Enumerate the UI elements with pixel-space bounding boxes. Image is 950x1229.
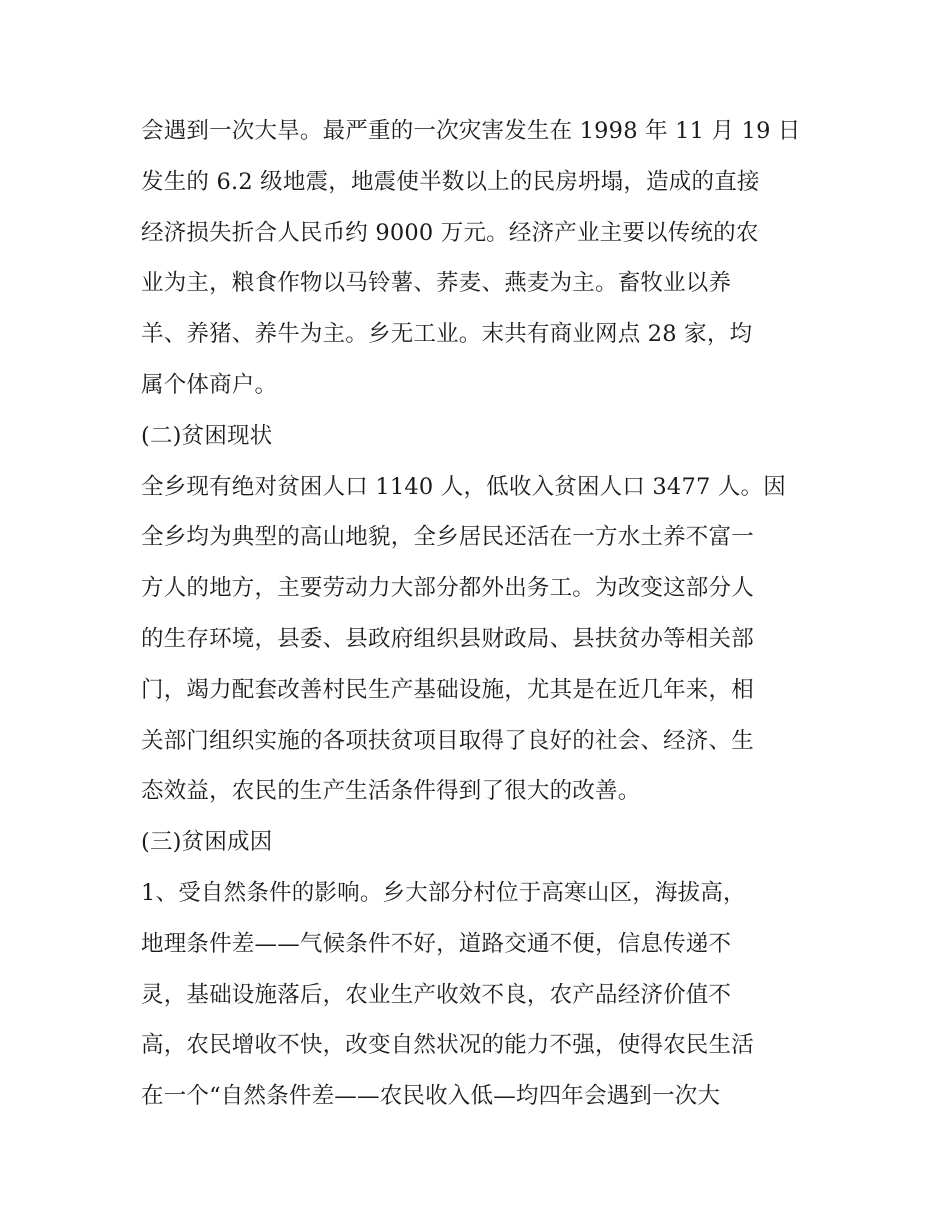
text-line: 会遇到一次大旱。最严重的一次灾害发生在 1998 年 11 月 19 日 bbox=[141, 118, 801, 144]
text-line: 关部门组织实施的各项扶贫项目取得了良好的社会、经济、生 bbox=[141, 727, 754, 754]
text-line: 业为主，粮食作物以马铃薯、荞麦、燕麦为主。畜牧业以养 bbox=[141, 270, 732, 297]
text-line: 灵，基础设施落后，农业生产收效不良，农产品经济价值不 bbox=[141, 981, 732, 1008]
text-line: 全乡均为典型的高山地貌，全乡居民还活在一方水土养不富一 bbox=[141, 524, 754, 551]
section-heading-poverty-status: (二)贫困现状 bbox=[141, 422, 273, 449]
text-line: 在一个“自然条件差——农民收入低—均四年会遇到一次大 bbox=[141, 1083, 721, 1110]
body-text bbox=[141, 106, 821, 1122]
text-line: 的生存环境，县委、县政府组织县财政局、县扶贫办等相关部 bbox=[141, 625, 754, 652]
section-heading-poverty-causes: (三)贫困成因 bbox=[141, 829, 273, 856]
text-line: 全乡现有绝对贫困人口 1140 人，低收入贫困人口 3477 人。因 bbox=[141, 473, 786, 500]
text-line: 属个体商户。 bbox=[141, 371, 278, 398]
text-line: 态效益，农民的生产生活条件得到了很大的改善。 bbox=[141, 778, 641, 805]
text-line: 发生的 6.2 级地震，地震使半数以上的民房坍塌，造成的直接 bbox=[141, 168, 760, 195]
text-line: 1、受自然条件的影响。乡大部分村位于高寒山区，海拔高， bbox=[141, 879, 746, 906]
text-line: 羊、养猪、养牛为主。乡无工业。末共有商业网点 28 家，均 bbox=[141, 321, 753, 348]
text-line: 经济损失折合人民币约 9000 万元。经济产业主要以传统的农 bbox=[141, 219, 759, 246]
text-line: 方人的地方，主要劳动力大部分都外出务工。为改变这部分人 bbox=[141, 575, 754, 602]
text-line: 地理条件差——气候条件不好，道路交通不便，信息传递不 bbox=[141, 930, 732, 957]
text-line: 门，竭力配套改善村民生产基础设施，尤其是在近几年来，相 bbox=[141, 676, 754, 703]
text-line: 高，农民增收不快，改变自然状况的能力不强，使得农民生活 bbox=[141, 1032, 754, 1059]
